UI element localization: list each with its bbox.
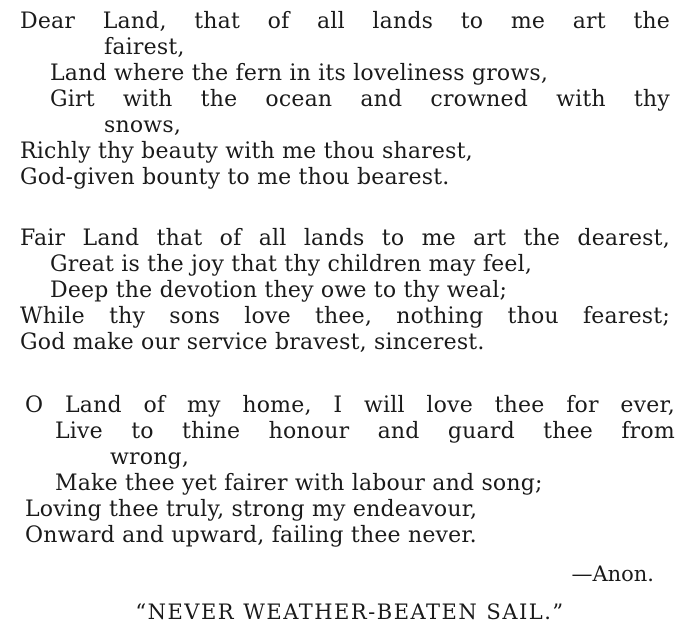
poem-word: Live bbox=[55, 419, 103, 444]
poem-word: thy bbox=[633, 87, 670, 112]
poem-word: guard bbox=[447, 419, 515, 444]
poem-word: thy bbox=[109, 304, 146, 329]
poem-word: ever, bbox=[620, 393, 675, 418]
poem-line: God make our service bravest, sincerest. bbox=[20, 330, 485, 355]
poem-word: art bbox=[473, 226, 507, 251]
poem-line: wrong, bbox=[110, 445, 190, 470]
poem-word: lands bbox=[303, 226, 365, 251]
poem-word: Dear bbox=[20, 9, 76, 34]
poem-word: Land bbox=[64, 393, 122, 418]
poem-word: me bbox=[510, 9, 546, 34]
poem-word: I bbox=[333, 393, 343, 418]
poem-word: sons bbox=[169, 304, 221, 329]
poem-line bbox=[20, 226, 670, 252]
next-article-heading: “NEVER WEATHER-BEATEN SAIL.” bbox=[135, 600, 565, 624]
poem-word: with bbox=[122, 87, 173, 112]
poem-word: the bbox=[200, 87, 238, 112]
poem-word: While bbox=[20, 304, 85, 329]
poem-word: honour bbox=[268, 419, 350, 444]
poem-word: from bbox=[621, 419, 675, 444]
poem-word: for bbox=[566, 393, 599, 418]
poem-word: Land, bbox=[102, 9, 167, 34]
poem-word: and bbox=[360, 87, 403, 112]
poem-line: fairest, bbox=[104, 35, 185, 60]
poem-word: thee bbox=[494, 393, 545, 418]
poem-word: love bbox=[244, 304, 291, 329]
poem-word: Girt bbox=[50, 87, 95, 112]
poem-word: Land bbox=[82, 226, 140, 251]
poem-line bbox=[20, 9, 670, 35]
poem-word: thee bbox=[543, 419, 594, 444]
poem-word: all bbox=[258, 226, 287, 251]
poem-word: nothing bbox=[396, 304, 484, 329]
poem-word: of bbox=[219, 226, 242, 251]
poem-word: thou bbox=[507, 304, 559, 329]
poem-word: thine bbox=[182, 419, 241, 444]
poem-word: to bbox=[381, 226, 405, 251]
poem-word: with bbox=[556, 87, 606, 112]
poem-line: Deep the devotion they owe to thy weal; bbox=[50, 278, 508, 303]
poem-word: love bbox=[426, 393, 473, 418]
poem-word: thee, bbox=[315, 304, 373, 329]
poem-word: Fair bbox=[20, 226, 66, 251]
poem-word: of bbox=[267, 9, 290, 34]
poem-line: Great is the joy that thy children may feel, bbox=[50, 252, 533, 277]
poem-line bbox=[20, 304, 670, 330]
poem-word: that bbox=[194, 9, 241, 34]
poem-word: lands bbox=[372, 9, 434, 34]
poem-word: me bbox=[421, 226, 456, 251]
poem-word: will bbox=[363, 393, 405, 418]
poem-line: God-given bounty to me thou bearest. bbox=[20, 165, 450, 190]
poem-line bbox=[25, 393, 675, 419]
poem-line bbox=[55, 419, 675, 445]
poem-word: crowned bbox=[430, 87, 529, 112]
poem-word: the bbox=[523, 226, 561, 251]
poem-word: O bbox=[25, 393, 44, 418]
poem-word: home, bbox=[242, 393, 312, 418]
poem-word: all bbox=[317, 9, 345, 34]
poem-word: of bbox=[143, 393, 166, 418]
poem-word: to bbox=[131, 419, 154, 444]
poem-line: Richly thy beauty with me thou sharest, bbox=[20, 139, 473, 164]
poem-word: art bbox=[572, 9, 606, 34]
poem-word: my bbox=[186, 393, 221, 418]
poem-word: fearest; bbox=[582, 304, 670, 329]
poem-line: snows, bbox=[104, 113, 182, 138]
poem-line: Loving thee truly, strong my endeavour, bbox=[25, 497, 478, 522]
poem-line: Onward and upward, failing thee never. bbox=[25, 523, 477, 548]
poem-word: the bbox=[633, 9, 670, 34]
poem-word: to bbox=[460, 9, 484, 34]
poem-line bbox=[50, 87, 670, 113]
attribution: —Anon. bbox=[571, 562, 654, 586]
poem-word: ocean bbox=[265, 87, 333, 112]
poem-word: dearest, bbox=[577, 226, 670, 251]
poem-line: Land where the fern in its loveliness grows, bbox=[50, 61, 549, 86]
poem-line: Make thee yet fairer with labour and song; bbox=[55, 471, 543, 496]
poem-word: and bbox=[377, 419, 420, 444]
poem-word: that bbox=[156, 226, 203, 251]
